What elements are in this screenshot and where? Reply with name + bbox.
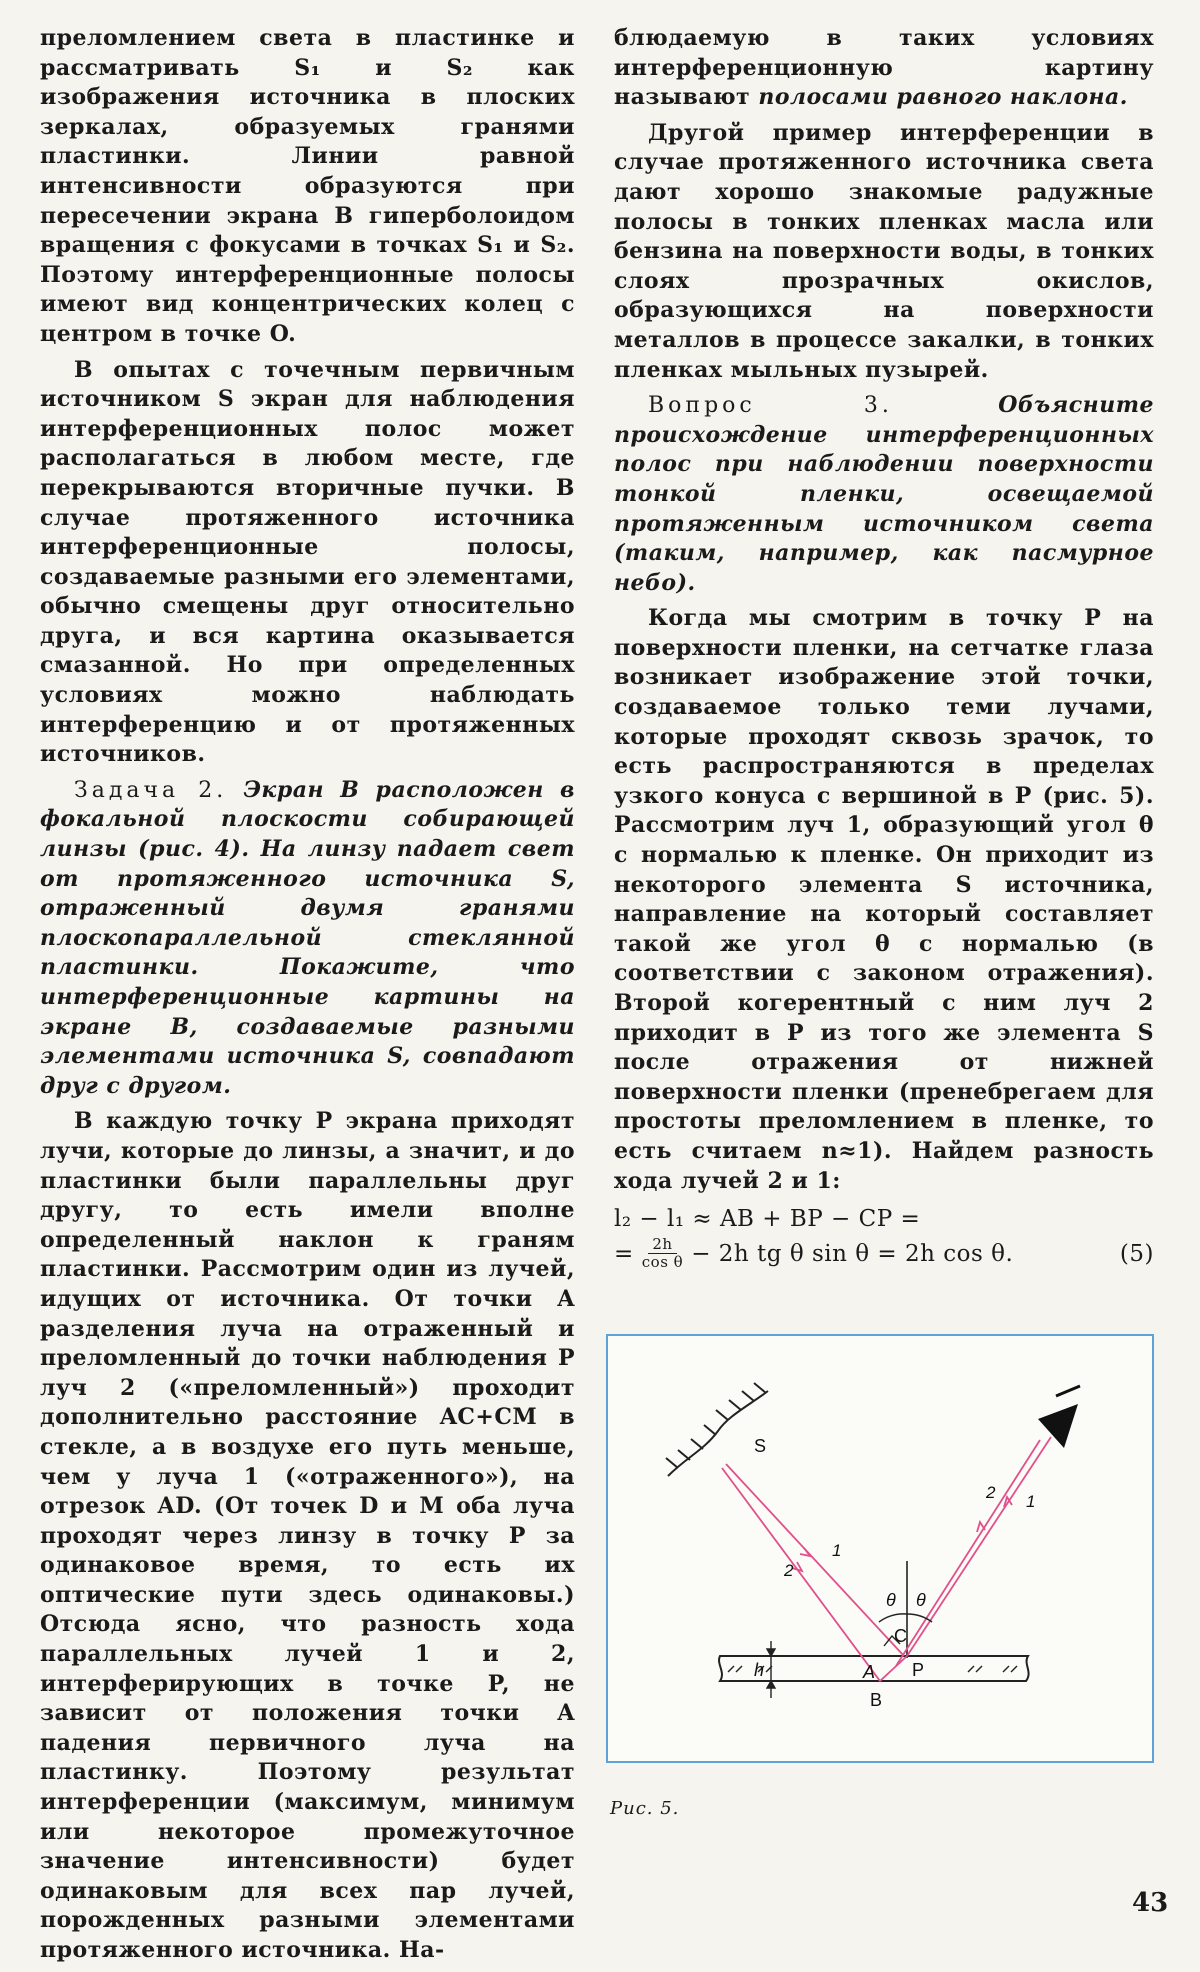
formula-line-2 [614, 1236, 1154, 1271]
question-label: Вопрос 3. [648, 393, 893, 419]
paragraph: преломлением света в пластинке и рассматривать S₁ и S₂ как изображения источника в плоских зеркалах, образуемых гранями пластинки. Линии равной интенсивности образуются при пересечении экрана B гиперболоидом вращения с фокусами в точках S₁ и S₂. Поэтому интерференционные полосы имеют вид концентрических колец с центром в точке O. [40, 25, 575, 347]
label-ray-1-reflected: 1 [1026, 1492, 1036, 1511]
paragraph [614, 24, 1154, 113]
term: полосами равного наклона. [758, 84, 1128, 111]
label-theta-right: θ [916, 1590, 926, 1610]
formula-eq: = [614, 1240, 634, 1267]
fraction-numerator: 2h [648, 1236, 676, 1254]
label-A: A [863, 1662, 876, 1682]
task-paragraph [40, 776, 575, 1102]
formula-line-1 [614, 1202, 1154, 1236]
ray-2-reflected [896, 1440, 1040, 1666]
label-h: h [754, 1660, 765, 1680]
left-column [40, 24, 575, 1972]
task-label: Задача 2. [74, 777, 228, 803]
label-ray-2: 2 [784, 1561, 794, 1580]
task-text: Экран B расположен в фокальной плоскости собирающей линзы (рис. 4). На линзу падает свет от протяженного источника S, отраженный двумя гранями плоскопараллельной стеклянной пластинки. Покажите, что интерференционные картины на экране B, создаваемые разными элементами источника S, совпадают друг с другом. [40, 776, 575, 1099]
question-text: Объясните происхождение интерференционных полос при наблюдении поверхности тонкой пленки, освещаемой протяженным источником света (таким, например, как пасмурное небо). [614, 392, 1154, 596]
label-S: S [754, 1436, 767, 1456]
label-C: C [894, 1626, 907, 1646]
right-column [614, 24, 1154, 1271]
label-theta-left: θ [886, 1590, 896, 1610]
paragraph-text: блюдаемую в таких условиях интерференционную картину называют [614, 25, 1154, 111]
ray-1-reflected [907, 1437, 1051, 1656]
paragraph: Другой пример интерференции в случае протяженного источника света дают хорошо знакомые радужные полосы в тонких пленках масла или бензина на поверхности воды, в тонких слоях прозрачных окислов, образующихся на поверхности металлов в процессе закалки, в тонких пленках мыльных пузырей. [614, 119, 1154, 383]
formula-5 [614, 1202, 1154, 1271]
equation-number: (5) [1119, 1240, 1154, 1267]
figure-caption: Рис. 5. [610, 1798, 680, 1819]
label-ray-1: 1 [832, 1541, 842, 1560]
formula-rest: − 2h tg θ sin θ = 2h cos θ. [691, 1240, 1014, 1267]
paragraph: Когда мы смотрим в точку P на поверхности пленки, на сетчатке глаза возникает изображение этой точки, создаваемое только теми лучами, которые проходят сквозь зрачок, то есть распространяются в пределах узкого конуса с вершиной в P (рис. 5). Рассмотрим луч 1, образующий угол θ с нормалью к пленке. Он приходит из некоторого элемента S источника, направление на который составляет такой же угол θ с нормалью (в соответствии с законом отражения). Второй когерентный с ним луч 2 приходит в P из того же элемента S после отражения от нижней поверхности пленки (пренебрегаем для простоты преломлением в пленке, то есть считаем n≈1). Найдем разность хода лучей 2 и 1: [614, 605, 1154, 1194]
ray-1-incident [726, 1464, 904, 1656]
ray-2-incident [722, 1468, 907, 1681]
arrow-4 [977, 1522, 985, 1532]
formula-text: l₂ − l₁ ≈ AB + BP − CP = [614, 1206, 921, 1233]
eye-icon [1038, 1386, 1080, 1448]
page-number: 43 [1132, 1888, 1169, 1918]
label-B: B [870, 1690, 883, 1710]
fraction-denominator: cos θ [641, 1253, 684, 1272]
figure-5 [606, 1334, 1154, 1763]
question-paragraph [614, 391, 1154, 598]
paragraph: В каждую точку P экрана приходят лучи, которые до линзы, а значит, и до пластинки были параллельны друг другу, то есть имели вполне определенный наклон к граням пластинки. Рассмотрим один из лучей, идущих от источника. От точки A разделения луча на отраженный и преломленный до точки наблюдения P луч 2 («преломленный») проходит дополнительно расстояние AC+CM в стекле, а в воздухе его путь меньше, чем у луча 1 («отраженного»), на отрезок AD. (От точек D и M оба луча проходят через линзу в точку P за одинаковое время, то есть их оптические пути здесь одинаковы.) Отсюда ясно, что разность хода параллельных лучей 1 и 2, интерферирующих в точке P, не зависит от положения точки A падения первичного луча на пластинку. Поэтому результат интерференции (максимум, минимум или некоторое промежуточное значение интенсивности) будет одинаковым для всех пар лучей, порожденных разными элементами протяженного источника. На- [40, 1108, 575, 1963]
formula-fraction [642, 1236, 683, 1271]
source-surface [666, 1383, 768, 1476]
label-P: P [912, 1660, 925, 1680]
figure-diagram [608, 1336, 1152, 1761]
label-ray-2-reflected: 2 [986, 1483, 996, 1502]
paragraph: В опытах с точечным первичным источником S экран для наблюдения интерференционных полос может располагаться в любом месте, где перекрываются вторичные пучки. В случае протяженного источника интерференционные полосы, создаваемые разными его элементами, обычно смещены друг относительно друга, и вся картина оказывается смазанной. Но при определенных условиях можно наблюдать интерференцию и от протяженных источников. [40, 356, 575, 768]
